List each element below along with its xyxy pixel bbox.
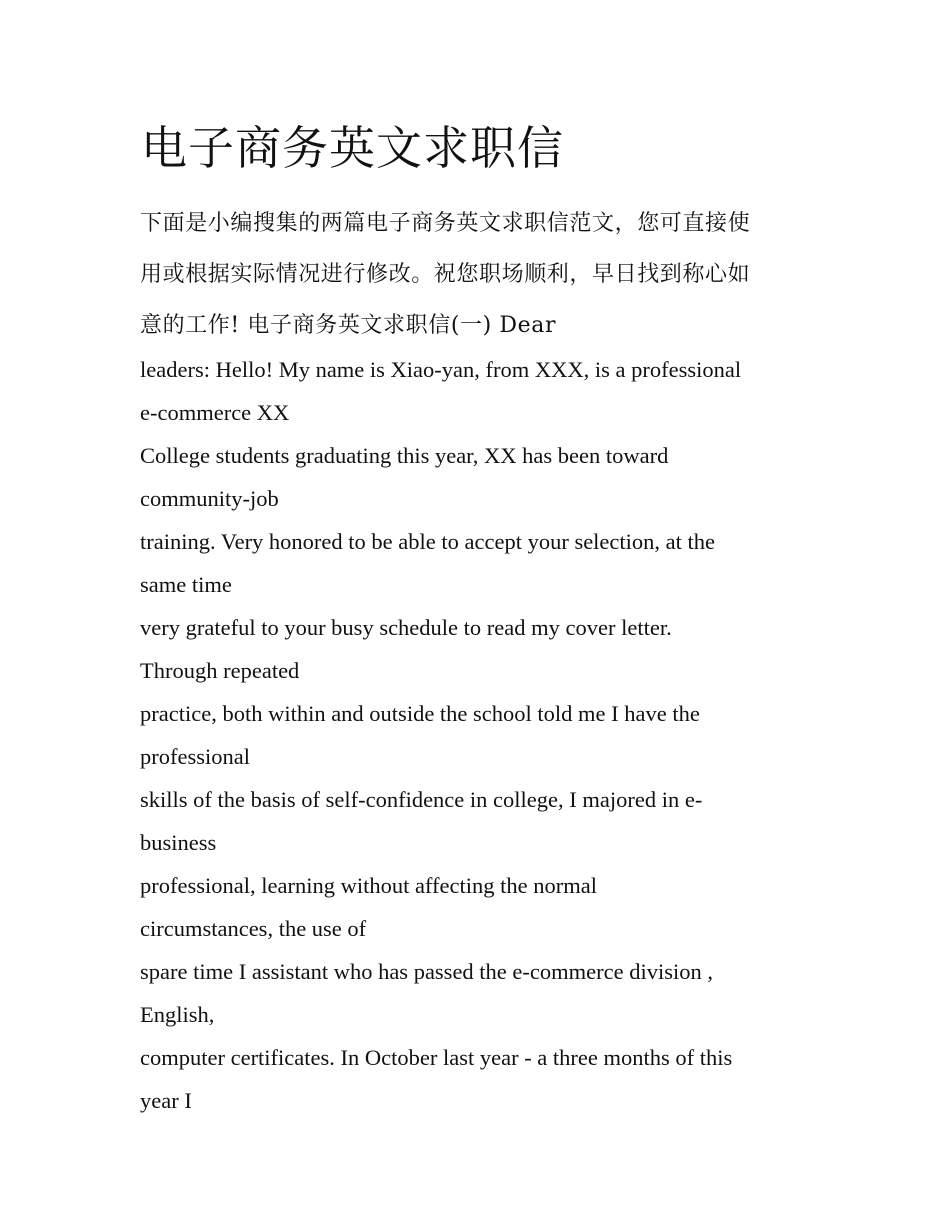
intro-line: 下面是小编搜集的两篇电子商务英文求职信范文，您可直接使 [140, 211, 751, 236]
intro-line: 意的工作! 电子商务英文求职信(一) Dear [140, 313, 557, 338]
body-line: practice, both within and outside the school told me I have the [140, 701, 700, 726]
body-line: English, [140, 1002, 215, 1027]
body-line: professional, learning without affecting the normal [140, 873, 597, 898]
intro-paragraph [140, 198, 830, 351]
body-line: College students graduating this year, XX has been toward [140, 443, 669, 468]
body-line: same time [140, 572, 232, 597]
body-line: professional [140, 744, 250, 769]
body-line: training. Very honored to be able to accept your selection, at the [140, 529, 716, 554]
body-line: e-commerce XX [140, 400, 290, 425]
body-line: Through repeated [140, 658, 300, 683]
body-line: very grateful to your busy schedule to read my cover letter. [140, 615, 672, 640]
body-line: skills of the basis of self-confidence in college, I majored in e- [140, 787, 703, 812]
body-line: circumstances, the use of [140, 916, 367, 941]
body-line: spare time I assistant who has passed the e-commerce division , [140, 959, 713, 984]
body-line: computer certificates. In October last year - a three months of this [140, 1045, 733, 1070]
body-line: year I [140, 1088, 192, 1113]
body-line: leaders: Hello! My name is Xiao-yan, from XXX, is a professional [140, 357, 742, 382]
body-line: community-job [140, 486, 279, 511]
intro-line: 用或根据实际情况进行修改。祝您职场顺利，早日找到称心如 [140, 262, 751, 287]
body-line: business [140, 830, 217, 855]
document-title: 电子商务英文求职信 [141, 121, 564, 175]
letter-body [140, 348, 830, 1122]
